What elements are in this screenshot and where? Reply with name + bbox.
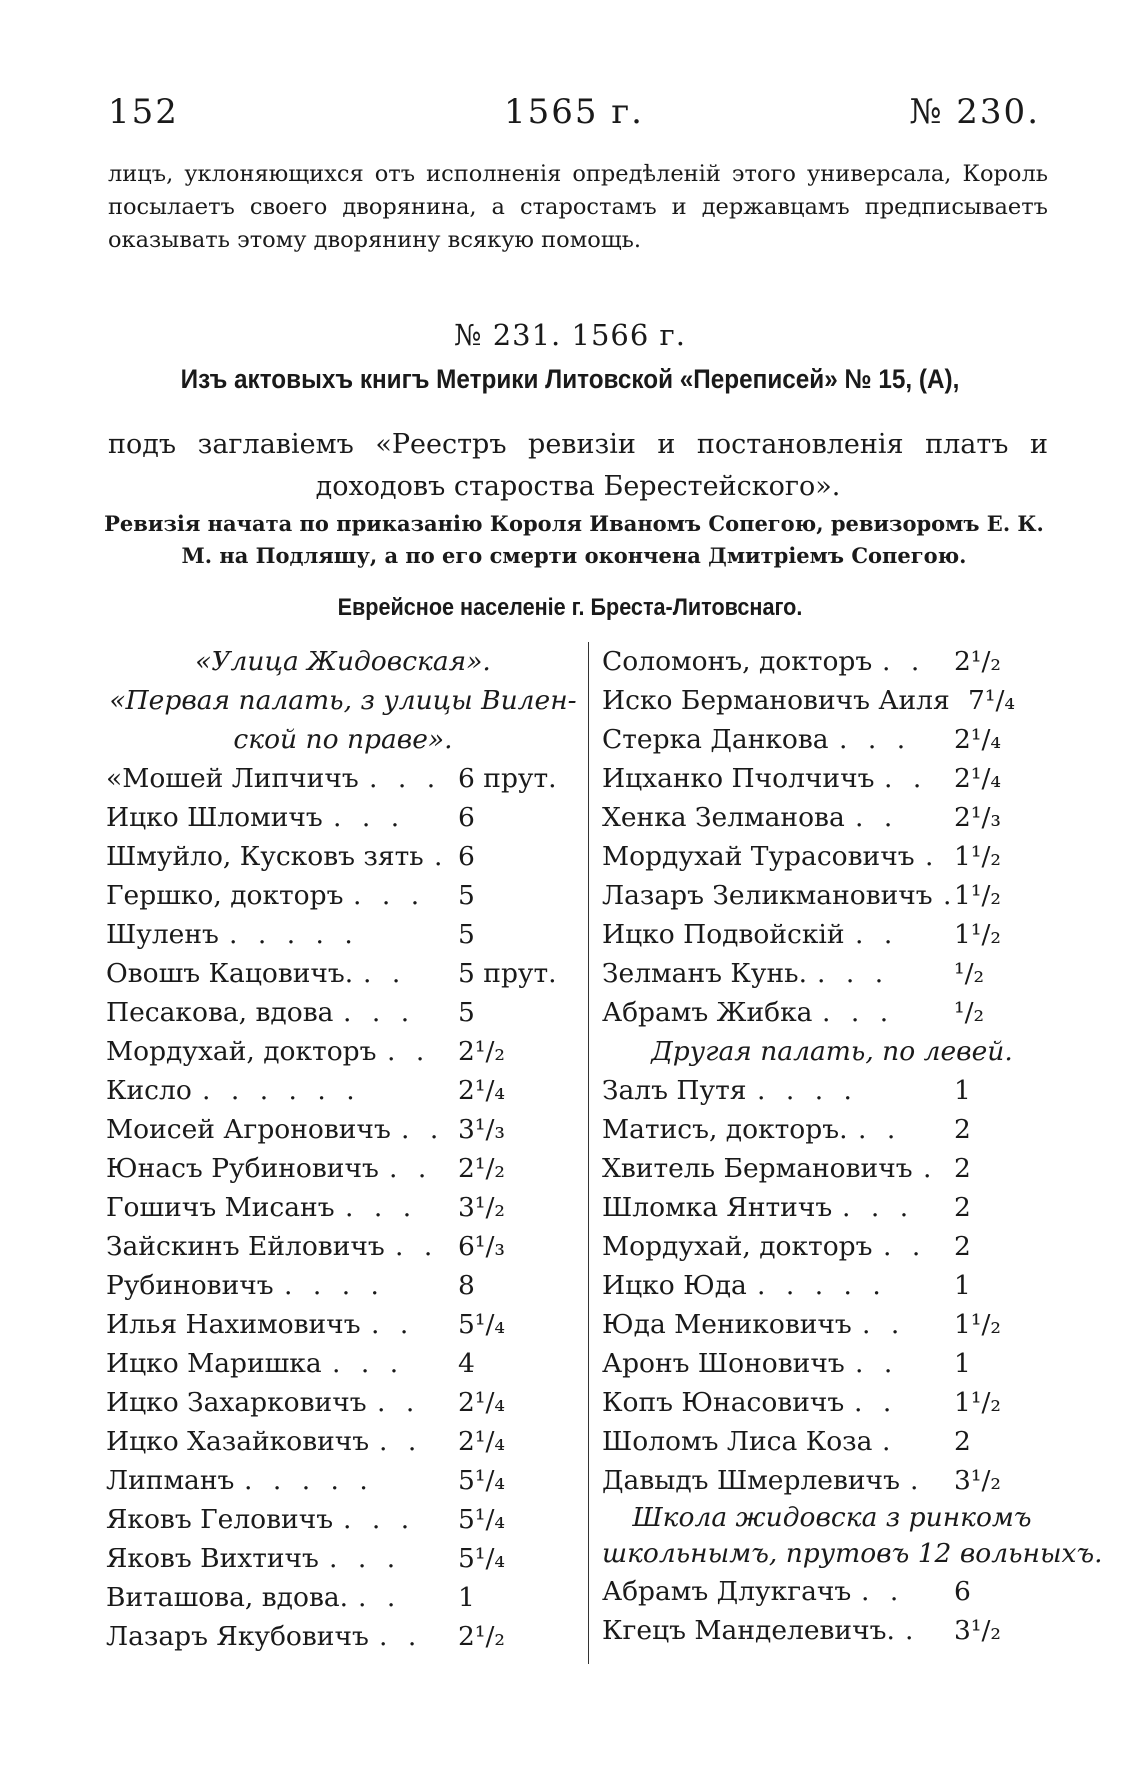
chamber-heading-line-2: ской по праве». [233,724,453,755]
entry-value: 2 [954,1231,971,1262]
entry-value: 1¹/₂ [954,880,1002,911]
entry-value: 5¹/₄ [458,1465,506,1496]
entry-name: Гершко, докторъ [106,880,344,911]
entry-name: Матисъ, докторъ. [602,1114,848,1145]
entry-value: 2¹/₂ [458,1621,506,1652]
entry-name: Овошъ Кацовичъ. [106,958,354,989]
entry-value: 3¹/₃ [458,1114,506,1145]
entry-name: Ицко Юда [602,1270,747,1301]
entry-leader-dots: . . [387,1036,431,1067]
list-item [602,1383,1062,1422]
entry-name: Ицко Хазайковичъ [106,1426,370,1457]
list-item [106,1071,580,1110]
entry-value: 5 [458,997,475,1028]
entry-value: 2¹/₂ [458,1036,506,1067]
list-item [602,681,1062,720]
list-item [106,1344,580,1383]
entry-name: Ицко Захарковичъ [106,1387,367,1418]
list-item [602,642,1062,681]
street-heading: «Улица Жидовская». [195,646,491,677]
entry-value: 2¹/₂ [954,646,1002,677]
entry-leader-dots: . . . [332,1348,405,1379]
entry-leader-dots: . . [855,802,899,833]
entry-value: 2 [954,1114,971,1145]
entry-name: Ицко Подвойскій [602,919,845,950]
school-heading-line-2: школьнымъ, прутовъ 12 вольныхъ. [602,1538,1103,1569]
list-item [106,1500,580,1539]
entry-value: 2 [954,1153,971,1184]
list-item [602,993,1062,1032]
entry-value: 2 [954,1192,971,1223]
page-header [108,92,1040,136]
entry-leader-dots: . . [371,1309,415,1340]
left-entry-list [106,759,580,1656]
entry-value: 1¹/₂ [954,841,1002,872]
list-item [106,1383,580,1422]
entry-name: Гошичъ Мисанъ [106,1192,335,1223]
list-item [602,837,1062,876]
entry-leader-dots: . [943,880,958,911]
description-paragraph: подъ заглавіемъ «Реестръ ревизіи и постановленія платъ и доходовъ староства Берестейского». [108,429,1048,502]
entry-leader-dots: . [882,1426,897,1457]
entry-name: Лазаръ Зеликмановичъ [602,880,933,911]
entry-leader-dots: . . . [345,1192,418,1223]
entry-leader-dots: . . . . . [757,1270,887,1301]
entry-leader-dots: . . [884,763,928,794]
chamber-heading-line-1: «Первая палать, з улицы Вилен- [109,685,577,716]
entry-value: 1¹/₂ [954,919,1002,950]
entry-name: Ицханко Пчолчичъ [602,763,875,794]
list-item [602,1461,1062,1500]
list-item [106,915,580,954]
list-item [106,798,580,837]
entry-leader-dots: . . [395,1231,439,1262]
list-item [106,1227,580,1266]
entry-leader-dots: . [923,1153,938,1184]
entry-value: 1 [954,1348,971,1379]
header-document-number: № 230. [909,92,1040,132]
entry-name: Давыдъ Шмерлевичъ [602,1465,900,1496]
entry-value: 5¹/₄ [458,1543,506,1574]
entry-leader-dots: . . . [353,880,426,911]
list-item [106,954,580,993]
right-entry-list-a [602,642,1062,1032]
entry-value: 6 [458,802,475,833]
entry-leader-dots: . [434,841,449,872]
entry-leader-dots: . . [363,958,407,989]
list-item [602,1227,1062,1266]
entry-value: 2¹/₄ [954,763,1002,794]
document-title: № 231. 1566 г. [454,318,686,352]
entry-leader-dots: . . . [333,802,406,833]
list-item [602,1188,1062,1227]
entry-leader-dots: . . [862,1309,906,1340]
entry-name: Липманъ [106,1465,235,1496]
entry-leader-dots: . . [858,1114,902,1145]
list-item [106,1110,580,1149]
entry-value: 1 [458,1582,475,1613]
list-item [106,1461,580,1500]
entry-name: Кисло [106,1075,192,1106]
entry-leader-dots: . . . . [757,1075,858,1106]
list-item [106,1539,580,1578]
entry-value: 1 [954,1270,971,1301]
revision-note: Ревизія начата по приказанію Короля Иваномъ Сопегою, ревизоромъ Е. К. М. на Подляшу, а по его смерти окончена Дмитріемъ Сопегою. [104,511,1044,568]
entry-leader-dots: . . . [343,997,416,1028]
list-item [106,1617,580,1656]
entry-name: Мордухай, докторъ [106,1036,377,1067]
list-item [106,759,580,798]
list-item [602,1305,1062,1344]
list-item [106,993,580,1032]
list-item [602,1344,1062,1383]
school-heading-line-1: Школа жидовска з ринкомъ [632,1502,1032,1533]
entry-leader-dots: . [905,1615,920,1646]
intro-paragraph: лицъ, уклоняющихся отъ исполненія опредѣленій этого универсала, Король посылаетъ своего дворянина, а старостамъ и державцамъ предписываетъ оказывать этому дворянину всякую помощь. [108,161,1048,253]
right-entry-list-b [602,1071,1062,1500]
entry-name: Зайскинъ Ейловичъ [106,1231,385,1262]
entry-value: 2¹/₃ [954,802,1002,833]
entry-value: 5 прут. [458,958,557,989]
list-item [602,798,1062,837]
source-line: Изъ актовыхъ книгъ Метрики Литовской «Переписей» № 15, (А), [180,364,960,394]
entry-leader-dots: . . [379,1426,423,1457]
entry-name: Юда Мениковичъ [602,1309,852,1340]
list-item [602,1071,1062,1110]
entry-name: Залъ Путя [602,1075,747,1106]
entry-value: 2¹/₄ [458,1075,506,1106]
entry-leader-dots: . . [861,1576,905,1607]
header-year: 1565 г. [504,92,644,132]
entry-leader-dots: . . . . [284,1270,385,1301]
entry-name: Шоломъ Лиса Коза [602,1426,873,1457]
list-item [106,876,580,915]
entry-name: Рубиновичъ [106,1270,274,1301]
list-item [106,1032,580,1071]
section-title: Еврейсное населеніе г. Бреста-Литовснаго. [337,594,803,621]
entry-name: Яковъ Вихтичъ [106,1543,319,1574]
entry-leader-dots: . . [882,646,926,677]
list-item [602,954,1062,993]
list-item [602,1149,1062,1188]
entry-name: Абрамъ Длукгачъ [602,1576,852,1607]
entry-value: 1¹/₂ [954,1309,1002,1340]
entry-value: 6 [954,1576,971,1607]
entry-value: 6 прут. [458,763,557,794]
right-entry-list-c [602,1572,1062,1650]
entry-name: Аронъ Шоновичъ [602,1348,845,1379]
entry-value: 1¹/₂ [954,1387,1002,1418]
entry-name: Мордухай Турасовичъ [602,841,915,872]
entry-leader-dots: . . [401,1114,445,1145]
entry-name: Моисей Агроновичъ [106,1114,391,1145]
entry-leader-dots: . . . . . [229,919,359,950]
list-item [602,1422,1062,1461]
list-item [602,1611,1062,1650]
entry-leader-dots: . . [379,1621,423,1652]
entry-value: 5¹/₄ [458,1504,506,1535]
entry-value: 7¹/₄ [968,685,1016,716]
list-item [602,1110,1062,1149]
list-item [106,1149,580,1188]
second-chamber-heading: Другая палать, по левей. [651,1036,1013,1067]
entry-name: Ицко Маришка [106,1348,322,1379]
entry-leader-dots: . . . [369,763,442,794]
list-item [106,1188,580,1227]
entry-name: Шломка Янтичъ [602,1192,833,1223]
entry-name: Ицко Шломичъ [106,802,323,833]
list-item [602,915,1062,954]
entry-name: Хенка Зелманова [602,802,845,833]
entry-leader-dots: . . [855,919,899,950]
list-item [106,1266,580,1305]
list-item [602,876,1062,915]
entry-name: Яковъ Геловичъ [106,1504,334,1535]
entry-value: 5 [458,880,475,911]
list-item [106,1578,580,1617]
entry-leader-dots: . . [883,1231,927,1262]
entry-leader-dots: . . [377,1387,421,1418]
entry-name: Шуленъ [106,919,219,950]
list-item [602,759,1062,798]
list-item [602,1572,1062,1611]
entry-leader-dots: . [925,841,940,872]
entry-leader-dots: . . . . . [244,1465,374,1496]
list-item [106,1305,580,1344]
entry-value: 4 [458,1348,475,1379]
entry-value: 2¹/₄ [458,1426,506,1457]
entry-value: ¹/₂ [954,997,985,1028]
entry-value: 2¹/₄ [458,1387,506,1418]
entry-value: ¹/₂ [954,958,985,989]
entry-value: 2¹/₂ [458,1153,506,1184]
entry-name: Зелманъ Кунь. [602,958,807,989]
list-item [602,1266,1062,1305]
entry-leader-dots: . . [389,1153,433,1184]
entry-leader-dots: . . . . . . [202,1075,361,1106]
entry-name: Хвитель Бермановичъ [602,1153,913,1184]
entry-name: Абрамъ Жибка [602,997,813,1028]
entry-value: 2¹/₄ [954,724,1002,755]
entry-name: Кгецъ Манделевичъ. [602,1615,895,1646]
entry-leader-dots: . . [358,1582,402,1613]
entry-leader-dots: . . . [343,1504,416,1535]
entry-value: 8 [458,1270,475,1301]
entry-value: 3¹/₂ [954,1615,1002,1646]
entry-leader-dots: . . . [817,958,890,989]
entry-name: Лазаръ Якубовичъ [106,1621,369,1652]
entry-value: 1 [954,1075,971,1106]
list-item [106,837,580,876]
entry-value: 2 [954,1426,971,1457]
entry-leader-dots: . [910,1465,925,1496]
list-item [106,1422,580,1461]
list-item [602,720,1062,759]
entry-name: Песакова, вдова [106,997,334,1028]
entry-leader-dots: . . . [839,724,912,755]
entry-leader-dots: . . . [822,997,895,1028]
entry-name: Юнасъ Рубиновичъ [106,1153,379,1184]
entry-leader-dots: . . [854,1387,898,1418]
entry-value: 6 [458,841,475,872]
entry-name: Илья Нахимовичъ [106,1309,361,1340]
entry-name: Виташова, вдова. [106,1582,349,1613]
page-number: 152 [108,92,179,132]
entry-leader-dots: . . . [842,1192,915,1223]
entry-name: Соломонъ, докторъ [602,646,873,677]
left-column [106,642,580,1656]
column-divider [588,642,589,1664]
entry-leader-dots: . . [855,1348,899,1379]
entry-value: 3¹/₂ [954,1465,1002,1496]
entry-value: 6¹/₃ [458,1231,506,1262]
entry-leader-dots: . . . [329,1543,402,1574]
entry-value: 5¹/₄ [458,1309,506,1340]
entry-name: Шмуйло, Кусковъ зять [106,841,424,872]
entry-name: Мордухай, докторъ [602,1231,873,1262]
entry-value: 3¹/₂ [458,1192,506,1223]
entry-name: Копъ Юнасовичъ [602,1387,845,1418]
entry-name: Стерка Данкова [602,724,829,755]
right-column [602,642,1103,1650]
entry-name: Иско Бермановичъ Аиля [602,685,950,716]
entry-name: «Мошей Липчичъ [106,763,359,794]
entry-value: 5 [458,919,475,950]
